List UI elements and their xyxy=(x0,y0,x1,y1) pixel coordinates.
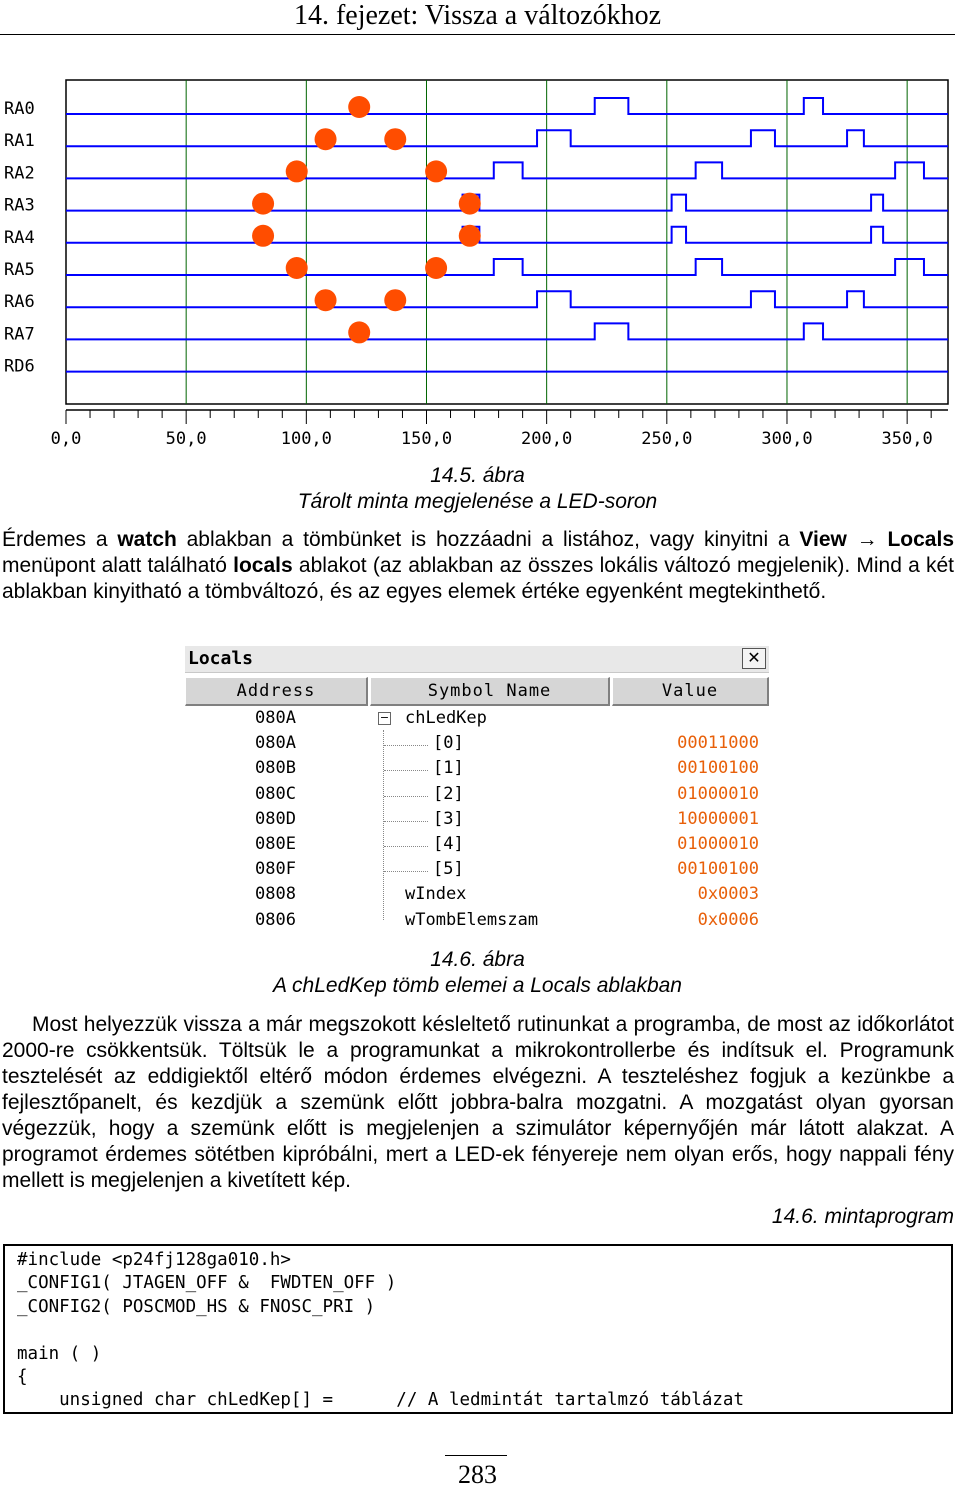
para1-bold-view-locals: View → Locals xyxy=(799,528,954,551)
figure2-caption: A chLedKep tömb elemei a Locals ablakban xyxy=(273,974,682,997)
code-line: unsigned char chLedKep[] = // A ledmintát tartalmzó táblázat xyxy=(17,1390,744,1411)
column-header-address[interactable]: Address xyxy=(185,677,368,706)
row-address: 080F xyxy=(255,859,296,880)
locals-row[interactable] xyxy=(185,733,769,758)
channel-label-RD6: RD6 xyxy=(4,356,35,377)
footer-rule xyxy=(445,1455,507,1456)
code-line: main ( ) xyxy=(17,1343,102,1364)
waveform-RA7 xyxy=(66,323,948,339)
waveform-RA0 xyxy=(66,98,948,114)
waveform-RA5 xyxy=(66,259,948,275)
led-dot-RA0-0 xyxy=(348,96,370,118)
paragraph-testing: Most helyezzük vissza a már megszokott késleltető rutinunkat a programba, de most az időkorlátot 2000-re csökkentsük. Töltsük le a programunkat a mikrokontrollerbe és indítsuk el. Programunk tesztelését az eddigiektől eltérő módon érdemes elvégezni. A teszteléshez fogjuk a kezünkbe a fejlesztőpanelt, és kezdjük a szemünk előtt jobbra-balra mozgatni. A mozgatást olyan gyorsan végezzük, hogy a szemünk előtt is megjelenjen a szimulátor képernyőjén már látott alakzat. A programot érdemes sötétben kipróbálni, mert a LED-ek fényereje nem olyan erős, hogy nappali fény mellett is megjelenjen a kivetített kép. xyxy=(2,1013,954,1192)
row-value: 0x0003 xyxy=(697,884,759,905)
locals-row[interactable] xyxy=(185,859,769,884)
locals-row[interactable] xyxy=(185,910,769,935)
row-address: 080D xyxy=(255,808,296,829)
locals-title-bar xyxy=(185,646,769,673)
led-dot-RA3-1 xyxy=(459,193,481,215)
led-dot-RA1-1 xyxy=(384,128,406,150)
row-address: 0806 xyxy=(255,909,296,930)
tree-branch xyxy=(384,821,428,822)
para1-text-3: menüpont alatt található xyxy=(2,554,234,577)
column-header-symbol[interactable]: Symbol Name xyxy=(370,677,610,706)
row-address: 080E xyxy=(255,834,296,854)
row-address: 080A xyxy=(255,733,296,754)
tree-branch xyxy=(384,796,428,797)
locals-row[interactable] xyxy=(185,758,769,783)
led-dot-RA5-0 xyxy=(286,257,308,279)
figure-number: 14.5. ábra xyxy=(430,464,525,487)
locals-row[interactable] xyxy=(185,784,769,809)
locals-title: Locals xyxy=(188,648,254,669)
locals-row[interactable] xyxy=(185,708,769,733)
para1-bold-watch: watch xyxy=(117,528,177,551)
page-number: 283 xyxy=(458,1460,497,1489)
led-dot-RA4-1 xyxy=(459,225,481,247)
row-symbol: [2] xyxy=(433,783,464,804)
row-address: 080B xyxy=(255,758,296,779)
channel-label-RA1: RA1 xyxy=(4,131,35,152)
tree-branch xyxy=(384,770,428,771)
code-listing xyxy=(3,1244,953,1414)
code-line: _CONFIG2( POSCMOD_HS & FNOSC_PRI ) xyxy=(17,1296,376,1317)
led-dot-RA7-0 xyxy=(348,321,370,343)
channel-label-RA6: RA6 xyxy=(4,292,35,313)
led-dot-RA6-1 xyxy=(384,289,406,311)
row-address: 080C xyxy=(255,783,296,804)
channel-label-RA7: RA7 xyxy=(4,324,35,345)
row-symbol: [4] xyxy=(433,834,464,854)
paragraph-locals-intro xyxy=(2,527,954,605)
x-tick-label-7: 350,0 xyxy=(881,429,933,449)
waveform-RA3 xyxy=(66,195,948,211)
locals-window xyxy=(185,646,769,936)
para1-bold-locals: locals xyxy=(233,554,293,577)
led-dot-RA2-0 xyxy=(286,160,308,182)
logic-analyzer-chart xyxy=(0,74,955,454)
para1-text-1: Érdemes a xyxy=(2,528,118,551)
channel-label-RA2: RA2 xyxy=(4,163,35,184)
figure2-number: 14.6. ábra xyxy=(430,948,525,971)
row-symbol: chLedKep xyxy=(405,708,487,728)
channel-label-RA4: RA4 xyxy=(4,227,35,248)
code-line: #include <p24fj128ga010.h> xyxy=(17,1250,291,1270)
figure-caption: Tárolt minta megjelenése a LED-soron xyxy=(297,490,658,513)
locals-row[interactable] xyxy=(185,809,769,834)
waveform-RA6 xyxy=(66,291,948,307)
chapter-title: 14. fejezet: Vissza a változókhoz xyxy=(293,0,662,31)
channel-label-RA5: RA5 xyxy=(4,260,35,280)
led-dot-RA3-0 xyxy=(252,193,274,215)
code-line: { xyxy=(17,1367,28,1387)
locals-row[interactable] xyxy=(185,834,769,859)
column-header-value[interactable]: Value xyxy=(612,677,769,706)
row-value: 00100100 xyxy=(677,758,759,779)
tree-branch xyxy=(384,745,428,746)
row-value: 10000001 xyxy=(677,808,759,829)
channel-label-RA0: RA0 xyxy=(4,99,35,119)
x-tick-label-3: 150,0 xyxy=(400,429,453,449)
code-line: _CONFIG1( JTAGEN_OFF & FWDTEN_OFF ) xyxy=(17,1273,397,1294)
locals-row[interactable] xyxy=(185,884,769,909)
collapse-icon[interactable]: − xyxy=(379,711,390,724)
row-symbol: [0] xyxy=(433,733,464,754)
row-address: 080A xyxy=(255,708,296,728)
x-tick-label-4: 200,0 xyxy=(521,429,573,449)
row-symbol: [3] xyxy=(433,808,464,829)
waveform-RA2 xyxy=(66,162,948,178)
led-dot-RA2-1 xyxy=(425,160,447,182)
row-address: 0808 xyxy=(255,884,296,905)
x-tick-label-0: 0,0 xyxy=(50,429,82,449)
row-symbol: [1] xyxy=(433,758,464,779)
row-value: 00011000 xyxy=(677,733,759,754)
program-label: 14.6. mintaprogram xyxy=(771,1205,954,1228)
x-tick-label-6: 300,0 xyxy=(761,429,813,449)
row-symbol: wIndex xyxy=(405,884,467,905)
x-tick-label-1: 50,0 xyxy=(165,429,207,449)
waveform-RA4 xyxy=(66,227,948,243)
row-value: 00100100 xyxy=(677,859,759,880)
waveform-RA1 xyxy=(66,130,948,146)
led-dot-RA6-0 xyxy=(315,289,337,311)
led-dot-RA1-0 xyxy=(315,128,337,150)
row-value: 01000010 xyxy=(677,834,759,854)
x-tick-label-5: 250,0 xyxy=(641,429,693,449)
row-symbol: [5] xyxy=(433,859,464,880)
x-tick-label-2: 100,0 xyxy=(280,429,332,449)
channel-label-RA3: RA3 xyxy=(4,195,35,216)
para1-text-2: ablakban a tömbünket is hozzáadni a listához, vagy kinyitni a xyxy=(176,528,800,551)
led-dot-RA5-1 xyxy=(425,257,447,279)
page-header xyxy=(0,0,955,35)
row-value: 01000010 xyxy=(677,783,759,804)
tree-branch xyxy=(384,846,428,847)
row-value: 0x0006 xyxy=(697,909,759,930)
row-symbol: wTombElemszam xyxy=(405,909,539,930)
tree-branch xyxy=(384,871,428,872)
led-dot-RA4-0 xyxy=(252,225,274,247)
para1-text-4: ablakot (az ablakban az összes lokális változó megjelenik). Mind a két ablakban kinyitható a tömbváltozó, és az egyes elemek értéke egyenként megtekinthető. xyxy=(2,554,954,603)
close-icon[interactable]: ✕ xyxy=(742,648,766,669)
